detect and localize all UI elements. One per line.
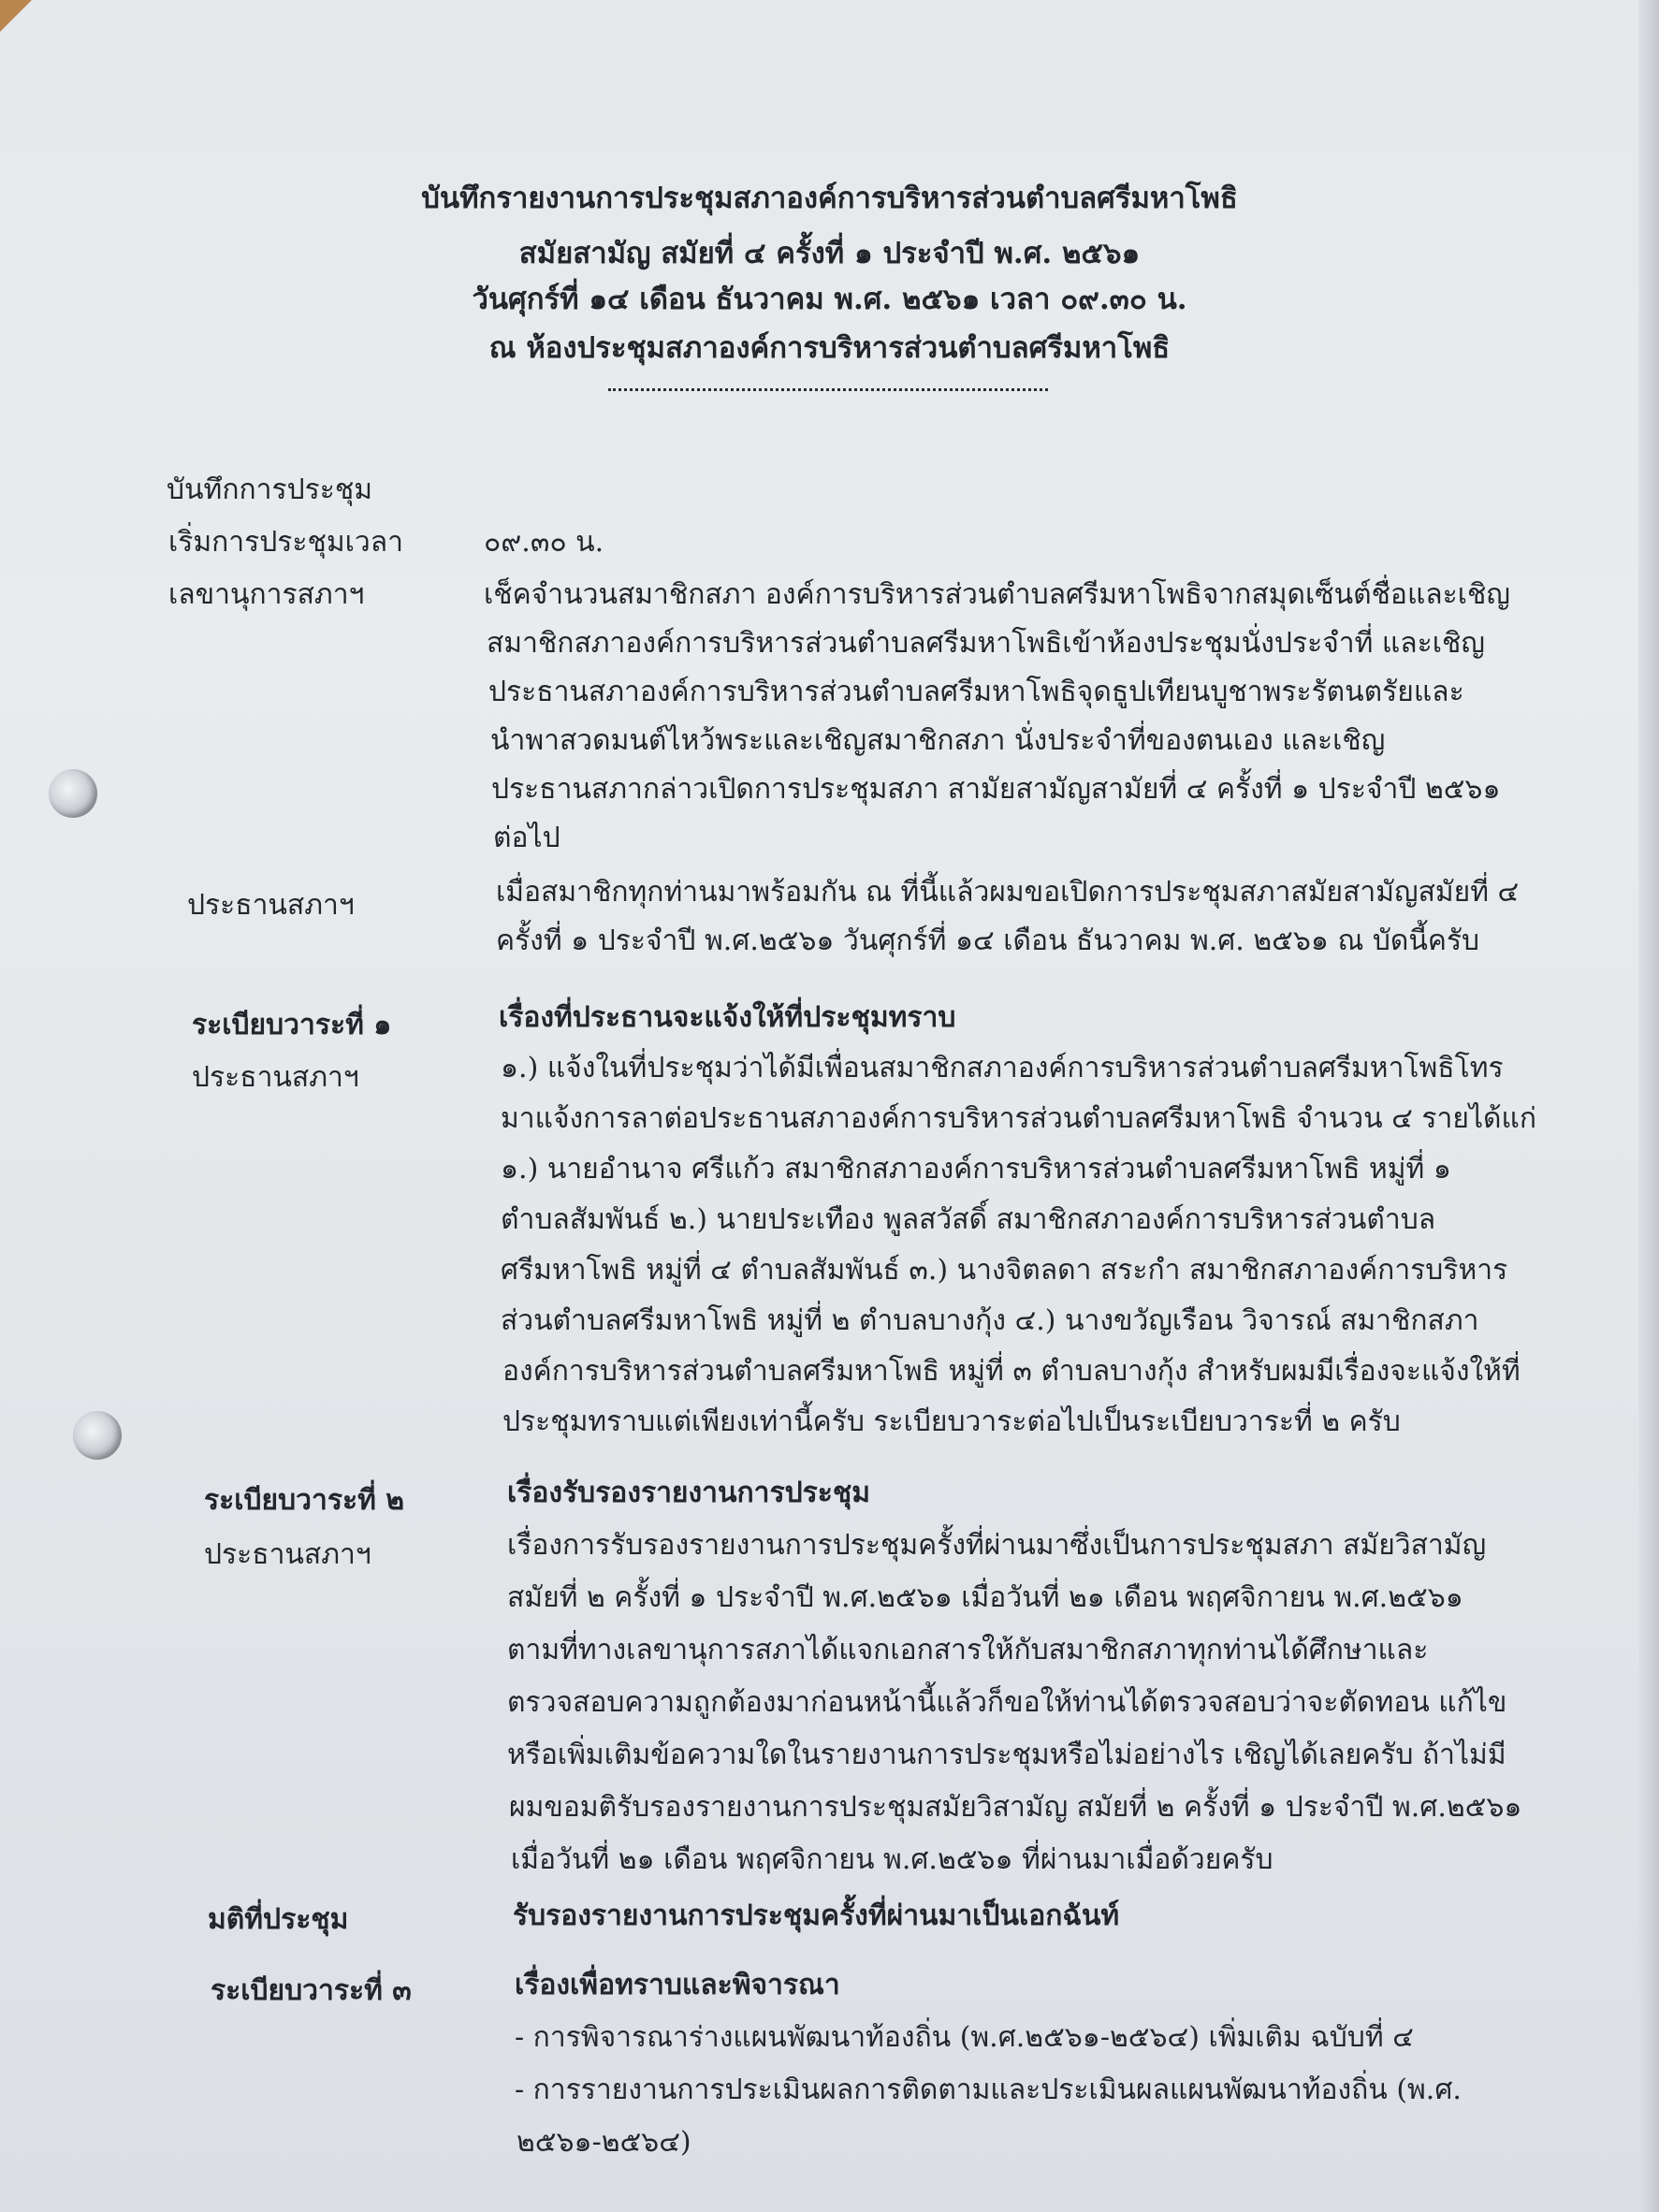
- agenda-3-title: เรื่องเพื่อทราบและพิจารณา: [515, 1969, 840, 2001]
- list-item: ๒๕๖๑-๒๕๖๔): [517, 2126, 691, 2159]
- resolution-text: รับรองรายงานการประชุมครั้งที่ผ่านมาเป็นเอกฉันท์: [513, 1899, 1120, 1932]
- list-item: - การพิจารณาร่างแผนพัฒนาท้องถิ่น (พ.ศ.๒๕๖๑-๒๕๖๔) เพิ่มเติม ฉบับที่ ๔: [515, 2021, 1414, 2054]
- header-venue: ณ ห้องประชุมสภาองค์การบริหารส่วนตำบลศรีมหาโพธิ: [488, 331, 1171, 365]
- punch-hole-top: [49, 769, 97, 818]
- start-time-value: ๐๙.๓๐ น.: [484, 526, 604, 559]
- paragraph-line: ตำบลสัมพันธ์ ๒.) นายประเทือง พูลสวัสดิ์ สมาชิกสภาองค์การบริหารส่วนตำบล: [501, 1203, 1436, 1236]
- paragraph-line: ผมขอมติรับรองรายงานการประชุมสมัยวิสามัญ สมัยที่ ๒ ครั้งที่ ๑ ประจำปี พ.ศ.๒๕๖๑: [509, 1791, 1522, 1824]
- paragraph-line: ตามที่ทางเลขานุการสภาได้แจกเอกสารให้กับสมาชิกสภาทุกท่านได้ศึกษาและ: [507, 1634, 1429, 1666]
- paragraph-line: มาแจ้งการลาต่อประธานสภาองค์การบริหารส่วนตำบลศรีมหาโพธิ จำนวน ๔ รายได้แก่: [501, 1102, 1537, 1135]
- paragraph-line: ประธานสภากล่าวเปิดการประชุมสภา สามัยสามัญสามัยที่ ๔ ครั้งที่ ๑ ประจำปี ๒๕๖๑: [491, 773, 1501, 806]
- paragraph-line: เมื่อสมาชิกทุกท่านมาพร้อมกัน ณ ที่นี้แล้วผมขอเปิดการประชุมสภาสมัยสามัญสมัยที่ ๔: [496, 876, 1520, 909]
- paragraph-line: ศรีมหาโพธิ หมู่ที่ ๔ ตำบลสัมพันธ์ ๓.) นางจิตลดา สระกำ สมาชิกสภาองค์การบริหาร: [501, 1254, 1508, 1287]
- label-agenda-2: ระเบียบวาระที่ ๒: [204, 1484, 405, 1517]
- label-chairman: ประธานสภาฯ: [204, 1538, 371, 1571]
- agenda-1-title: เรื่องที่ประธานจะแจ้งให้ที่ประชุมทราบ: [499, 1001, 956, 1034]
- label-minutes: บันทึกการประชุม: [167, 473, 373, 506]
- paragraph-line: ๑.) นายอำนาจ ศรีแก้ว สมาชิกสภาองค์การบริหารส่วนตำบลศรีมหาโพธิ หมู่ที่ ๑: [501, 1153, 1451, 1186]
- paragraph-line: หรือเพิ่มเติมข้อความใดในรายงานการประชุมหรือไม่อย่างไร เชิญได้เลยครับ ถ้าไม่มี: [507, 1739, 1506, 1771]
- paragraph-line: ครั้งที่ ๑ ประจำปี พ.ศ.๒๕๖๑ วันศุกร์ที่ ๑๔ เดือน ธันวาคม พ.ศ. ๒๕๖๑ ณ บัดนี้ครับ: [496, 924, 1480, 957]
- punch-hole-bottom: [73, 1411, 122, 1460]
- page-corner: [0, 0, 32, 32]
- label-secretary: เลขานุการสภาฯ: [168, 578, 365, 611]
- label-agenda-3: ระเบียบวาระที่ ๓: [211, 1974, 412, 2007]
- paragraph-line: สมัยที่ ๒ ครั้งที่ ๑ ประจำปี พ.ศ.๒๕๖๑ เมื่อวันที่ ๒๑ เดือน พฤศจิกายน พ.ศ.๒๕๖๑: [507, 1581, 1463, 1614]
- label-resolution: มติที่ประชุม: [208, 1903, 349, 1936]
- paragraph-line: เมื่อวันที่ ๒๑ เดือน พฤศจิกายน พ.ศ.๒๕๖๑ ที่ผ่านมาเมื่อด้วยครับ: [511, 1843, 1273, 1876]
- header-session: สมัยสามัญ สมัยที่ ๔ ครั้งที่ ๑ ประจำปี พ.ศ. ๒๕๖๑: [518, 237, 1141, 270]
- label-start-time: เริ่มการประชุมเวลา: [168, 526, 404, 559]
- paragraph-line: สมาชิกสภาองค์การบริหารส่วนตำบลศรีมหาโพธิเข้าห้องประชุมนั่งประจำที่ และเชิญ: [487, 627, 1485, 660]
- agenda-2-title: เรื่องรับรองรายงานการประชุม: [507, 1477, 871, 1509]
- paragraph-line: องค์การบริหารส่วนตำบลศรีมหาโพธิ หมู่ที่ ๓ ตำบลบางกุ้ง สำหรับผมมีเรื่องจะแจ้งให้ที่: [502, 1355, 1521, 1388]
- paragraph-line: นำพาสวดมนต์ไหว้พระและเชิญสมาชิกสภา นั่งประจำที่ของตนเอง และเชิญ: [490, 724, 1386, 757]
- label-chairman: ประธานสภาฯ: [192, 1061, 359, 1094]
- label-agenda-1: ระเบียบวาระที่ ๑: [192, 1009, 392, 1041]
- header-divider: [608, 388, 1048, 391]
- paragraph-line: ส่วนตำบลศรีมหาโพธิ หมู่ที่ ๒ ตำบลบางกุ้ง ๔.) นางขวัญเรือน วิจารณ์ สมาชิกสภา: [501, 1304, 1479, 1337]
- paragraph-line: ประชุมทราบแต่เพียงเท่านี้ครับ ระเบียบวาระต่อไปเป็นระเบียบวาระที่ ๒ ครับ: [502, 1405, 1401, 1438]
- paragraph-line: เช็คจำนวนสมาชิกสภา องค์การบริหารส่วนตำบลศรีมหาโพธิจากสมุดเซ็นต์ชื่อและเชิญ: [484, 578, 1510, 611]
- paragraph-line: ๑.) แจ้งในที่ประชุมว่าได้มีเพื่อนสมาชิกสภาองค์การบริหารส่วนตำบลศรีมหาโพธิโทร: [501, 1052, 1504, 1084]
- paragraph-line: เรื่องการรับรองรายงานการประชุมครั้งที่ผ่านมาซึ่งเป็นการประชุมสภา สมัยวิสามัญ: [507, 1529, 1487, 1562]
- paragraph-line: ประธานสภาองค์การบริหารส่วนตำบลศรีมหาโพธิจุดธูปเทียนบูชาพระรัตนตรัยและ: [488, 676, 1464, 708]
- list-item: - การรายงานการประเมินผลการติดตามและประเมินผลแผนพัฒนาท้องถิ่น (พ.ศ.: [515, 2074, 1462, 2106]
- paragraph-line: ตรวจสอบความถูกต้องมาก่อนหน้านี้แล้วก็ขอให้ท่านได้ตรวจสอบว่าจะตัดทอน แก้ไข: [507, 1686, 1507, 1719]
- label-chairman: ประธานสภาฯ: [187, 889, 355, 922]
- header-date: วันศุกร์ที่ ๑๔ เดือน ธันวาคม พ.ศ. ๒๕๖๑ เวลา ๐๙.๓๐ น.: [472, 283, 1187, 316]
- header-title: บันทึกรายงานการประชุมสภาองค์การบริหารส่วนตำบลศรีมหาโพธิ: [421, 182, 1238, 215]
- paragraph-line: ต่อไป: [493, 822, 560, 854]
